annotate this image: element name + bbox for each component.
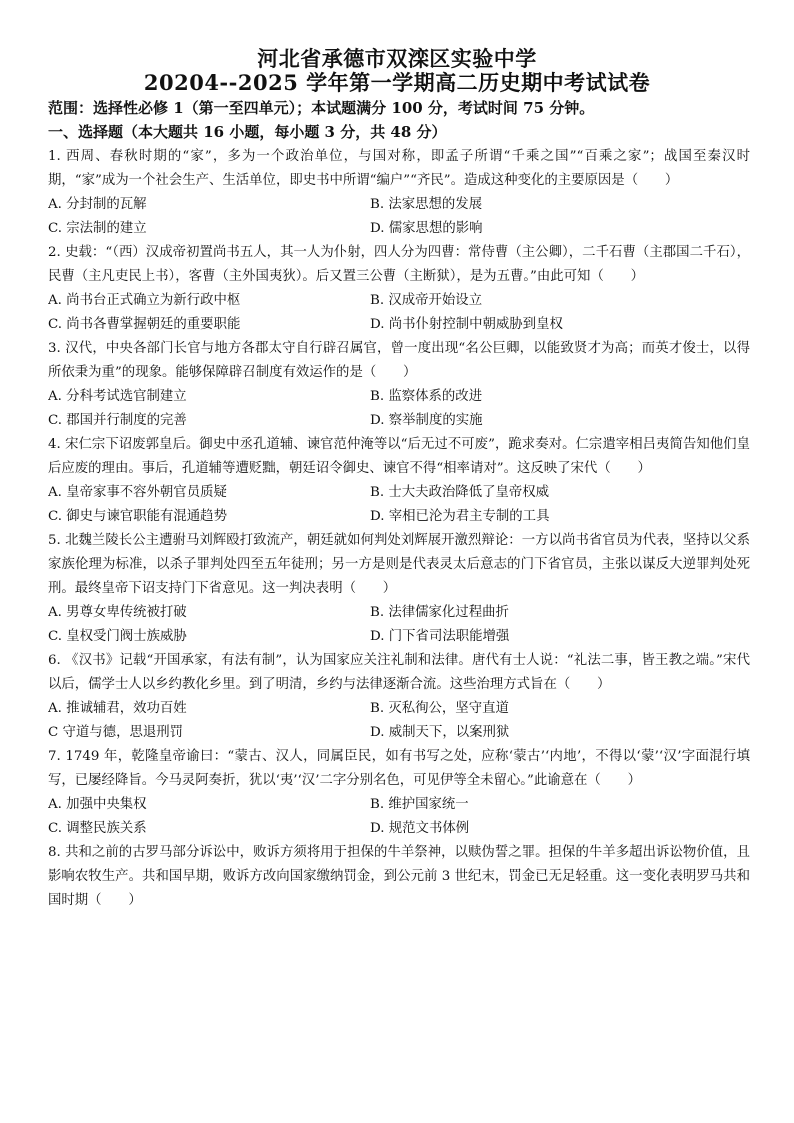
question-8 [48,841,750,913]
option-c: C. 宗法制的建立 [48,221,147,236]
question-3 [48,337,750,433]
section-heading-choice: 一、选择题（本大题共 16 小题，每小题 3 分，共 48 分） [48,123,447,141]
option-a: A. 男尊女卑传统被打破 [48,605,187,620]
option-group [48,385,750,433]
question-stem: 3. 汉代，中央各部门长官与地方各郡太守自行辟召属官，曾一度出现“名公巨卿，以能致贤才为高；而英才俊士，以得所依秉为重”的现象。能够保障辟召制度有效运作的是（ ） [48,341,750,380]
option-b: B. 士大夫政治降低了皇帝权威 [370,485,550,500]
option-a: A. 加强中央集权 [48,797,147,812]
exam-scope: 范围：选择性必修 1（第一至四单元）；本试题满分 100 分，考试时间 75 分钟。 [48,99,595,117]
question-stem: 7. 1749 年，乾隆皇帝谕曰：“蒙古、汉人，同属臣民，如有书写之处，应称‘蒙古’‘内地’，不得以‘蒙’‘汉’字面混行填写，已屡经降旨。今马灵阿奏折，犹以‘夷’‘汉’二字分别名色，可见伊等全未留心。”此谕意在（ ） [48,749,750,788]
question-stem: 1. 西周、春秋时期的“家”，多为一个政治单位，与国对称，即孟子所谓“千乘之国”“百乘之家”；战国至秦汉时期，“家”成为一个社会生产、生活单位，即史书中所谓“编户”“齐民”。造成这种变化的主要原因是（ ） [48,149,750,188]
option-group [48,481,750,529]
question-2 [48,241,750,337]
option-a: A. 皇帝家事不容外朝官员质疑 [48,485,227,500]
option-d: D. 宰相已沦为君主专制的工具 [370,509,550,524]
question-list [48,145,750,913]
question-1 [48,145,750,241]
option-d: D. 威制天下，以案刑狱 [370,725,510,740]
option-b: B. 监察体系的改进 [370,389,483,404]
option-d: D. 察举制度的实施 [370,413,483,428]
option-c: C. 尚书各曹掌握朝廷的重要职能 [48,317,241,332]
question-stem: 2. 史载：“（西）汉成帝初置尚书五人，其一人为仆射，四人分为四曹：常侍曹（主公卿），二千石曹（主郡国二千石），民曹（主凡吏民上书），客曹（主外国夷狄）。后又置三公曹（主断狱），是为五曹。”由此可知（ ） [48,245,750,284]
option-group [48,697,750,745]
option-b: B. 灭私徇公，坚守直道 [370,701,509,716]
option-c: C. 调整民族关系 [48,821,147,836]
option-group [48,601,750,649]
option-group [48,193,750,241]
option-a: A. 推诚辅君，效功百姓 [48,701,187,716]
option-group [48,289,750,337]
option-a: A. 尚书台正式确立为新行政中枢 [48,293,241,308]
question-4 [48,433,750,529]
option-a: A. 分封制的瓦解 [48,197,147,212]
option-b: B. 法律儒家化过程曲折 [370,605,509,620]
question-7 [48,745,750,841]
option-c: C. 御史与谏官职能有混通趋势 [48,509,227,524]
option-a: A. 分科考试选官制建立 [48,389,187,404]
option-d: D. 规范文书体例 [370,821,470,836]
option-c: C. 郡国并行制度的完善 [48,413,187,428]
question-stem: 4. 宋仁宗下诏废郭皇后。御史中丞孔道辅、谏官范仲淹等以“后无过不可废”，跪求奏对。仁宗遣宰相吕夷简告知他们皇后应废的理由。事后，孔道辅等遭贬黜，朝廷诏令御史、谏官不得“相率请对”。这反映了宋代（ ） [48,437,750,476]
question-stem: 5. 北魏兰陵长公主遭驸马刘辉殴打致流产，朝廷就如何判处刘辉展开激烈辩论：一方以尚书省官员为代表，坚持以父系家族伦理为标准，以杀子罪判处四至五年徒刑；另一方是则是代表灵太后意志的门下省官员，主张以谋反大逆罪判处死刑。最终皇帝下诏支持门下省意见。这一判决表明（ ） [48,533,750,596]
option-d: D. 门下省司法职能增强 [370,629,510,644]
question-5 [48,529,750,649]
option-c: C. 皇权受门阀士族威胁 [48,629,187,644]
option-b: B. 法家思想的发展 [370,197,483,212]
option-b: B. 维护国家统一 [370,797,469,812]
school-title: 河北省承德市双滦区实验中学 [257,46,537,71]
question-stem: 8. 共和之前的古罗马部分诉讼中，败诉方须将用于担保的牛羊祭神，以赎伪誓之罪。担保的牛羊多超出诉讼物价值，且影响农牧生产。共和国早期，败诉方改向国家缴纳罚金，到公元前 3 世纪末，罚金已无足轻重。这一变化表明罗马共和国时期（ ） [48,845,750,908]
option-d: D. 尚书仆射控制中朝威胁到皇权 [370,317,563,332]
option-b: B. 汉成帝开始设立 [370,293,483,308]
question-stem: 6. 《汉书》记载“开国承家，有法有制”，认为国家应关注礼制和法律。唐代有士人说：“礼法二事，皆王教之端。”宋代以后，儒学士人以乡约教化乡里。到了明清，乡约与法律逐渐合流。这些治理方式旨在（ ） [48,653,750,692]
option-c: C 守道与德，思退刑罚 [48,725,184,740]
option-group [48,793,750,841]
option-d: D. 儒家思想的影响 [370,221,483,236]
exam-title: 20204--2025 学年第一学期高二历史期中考试试卷 [143,70,651,95]
question-6 [48,649,750,745]
